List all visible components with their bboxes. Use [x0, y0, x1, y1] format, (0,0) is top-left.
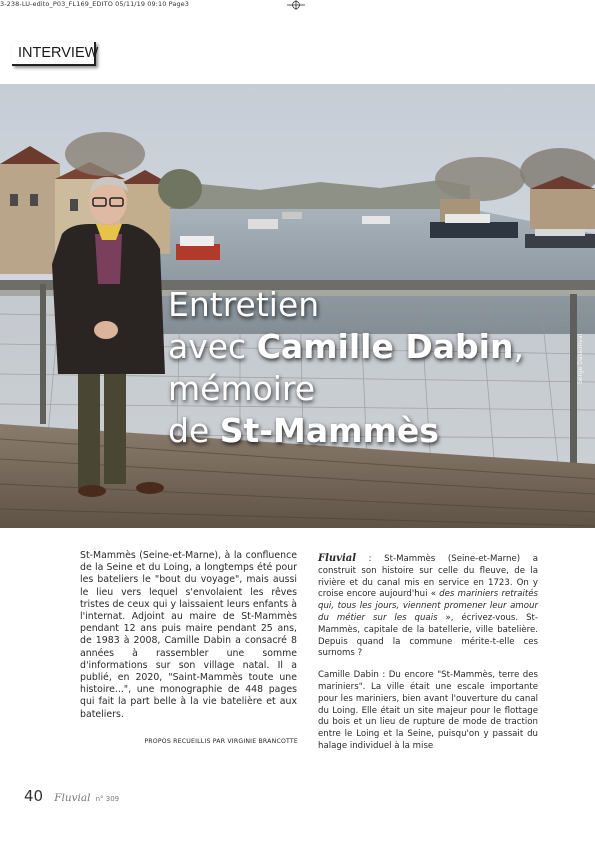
- footer-issue-number: n° 309: [95, 795, 120, 803]
- interview-answer: Camille Dabin : Du encore "St-Mammès, terre des mariniers". La ville était une escale importante pour les mariniers, bien avant l'ouverture du canal du Loing. Elle était un site majeur pour le flottage du bois et un lieu de rupture de mode de traction entre le Loing et la Seine, puisqu'on y passait du halage individuel à la mise: [318, 670, 538, 751]
- question-quote: des mariniers retraités qui, tous les jours, viennent promener leur amour du métier sur les quais: [318, 589, 538, 623]
- headline-line-2-prefix: avec: [168, 327, 257, 366]
- headline-line-4-prefix: de: [168, 411, 220, 450]
- headline: [168, 284, 524, 452]
- headline-line-4: [168, 410, 524, 452]
- footer-magazine-name: Fluvial: [54, 792, 91, 804]
- print-slug: 3-238-LU-edito_P03_FL169_EDITO 05/11/19 09:10 Page3: [0, 0, 190, 8]
- question-text-start: : St-Mammès (Seine-et-Marne) a construit son histoire sur celle du fleuve, de la rivière et du canal mis en service en 1723. On y croise encore aujourd'hui «: [318, 554, 538, 600]
- headline-line-3: mémoire: [168, 369, 316, 408]
- interview-question: [318, 553, 538, 660]
- headline-place-name: St-Mammès: [219, 411, 439, 450]
- headline-line-1: Entretien: [168, 285, 320, 324]
- hero-photo: [0, 84, 595, 528]
- question-speaker: Fluvial: [318, 553, 357, 564]
- page-number: 40: [24, 787, 44, 805]
- headline-interviewee-name: Camille Dabin: [256, 327, 514, 366]
- byline: PROPOS RECUEILLIS PAR VIRGINIE BRANCOTTE: [144, 738, 298, 745]
- photo-credit: Serge Dassonval: [577, 333, 584, 384]
- headline-line-2: [168, 326, 524, 368]
- registration-mark-icon: [287, 0, 305, 10]
- section-tag-label: INTERVIEW: [18, 45, 99, 61]
- headline-line-2-suffix: ,: [513, 327, 524, 366]
- interview-column: [318, 553, 538, 753]
- intro-text: St-Mammès (Seine-et-Marne), à la confluence de la Seine et du Loing, a longtemps été pour les bateliers le "bout du voyage", mais aussi le lieu vers lequel s'envolaient les rêves tristes de ceux qui y laissaient leurs enfants à l'internat. Adjoint au maire de St-Mammès pendant 12 ans puis maire pendant 25 ans, de 1983 à 2008, Camille Dabin a consacré 8 années à rassembler une somme d'informations sur son village natal. Il a publié, en 2020, "Saint-Mammès toute une histoire...", une monographie de 448 pages qui fait la part belle à la vie batelière et aux bateliers.: [80, 550, 297, 720]
- intro-paragraph: [80, 550, 297, 721]
- page-footer: [24, 786, 119, 805]
- question-text-end: », écrivez-vous. St-Mammès, capitale de la batellerie, ville batelière. Depuis quand la commune mérite-t-elle ces surnoms ?: [318, 612, 538, 659]
- section-tag: [12, 42, 99, 66]
